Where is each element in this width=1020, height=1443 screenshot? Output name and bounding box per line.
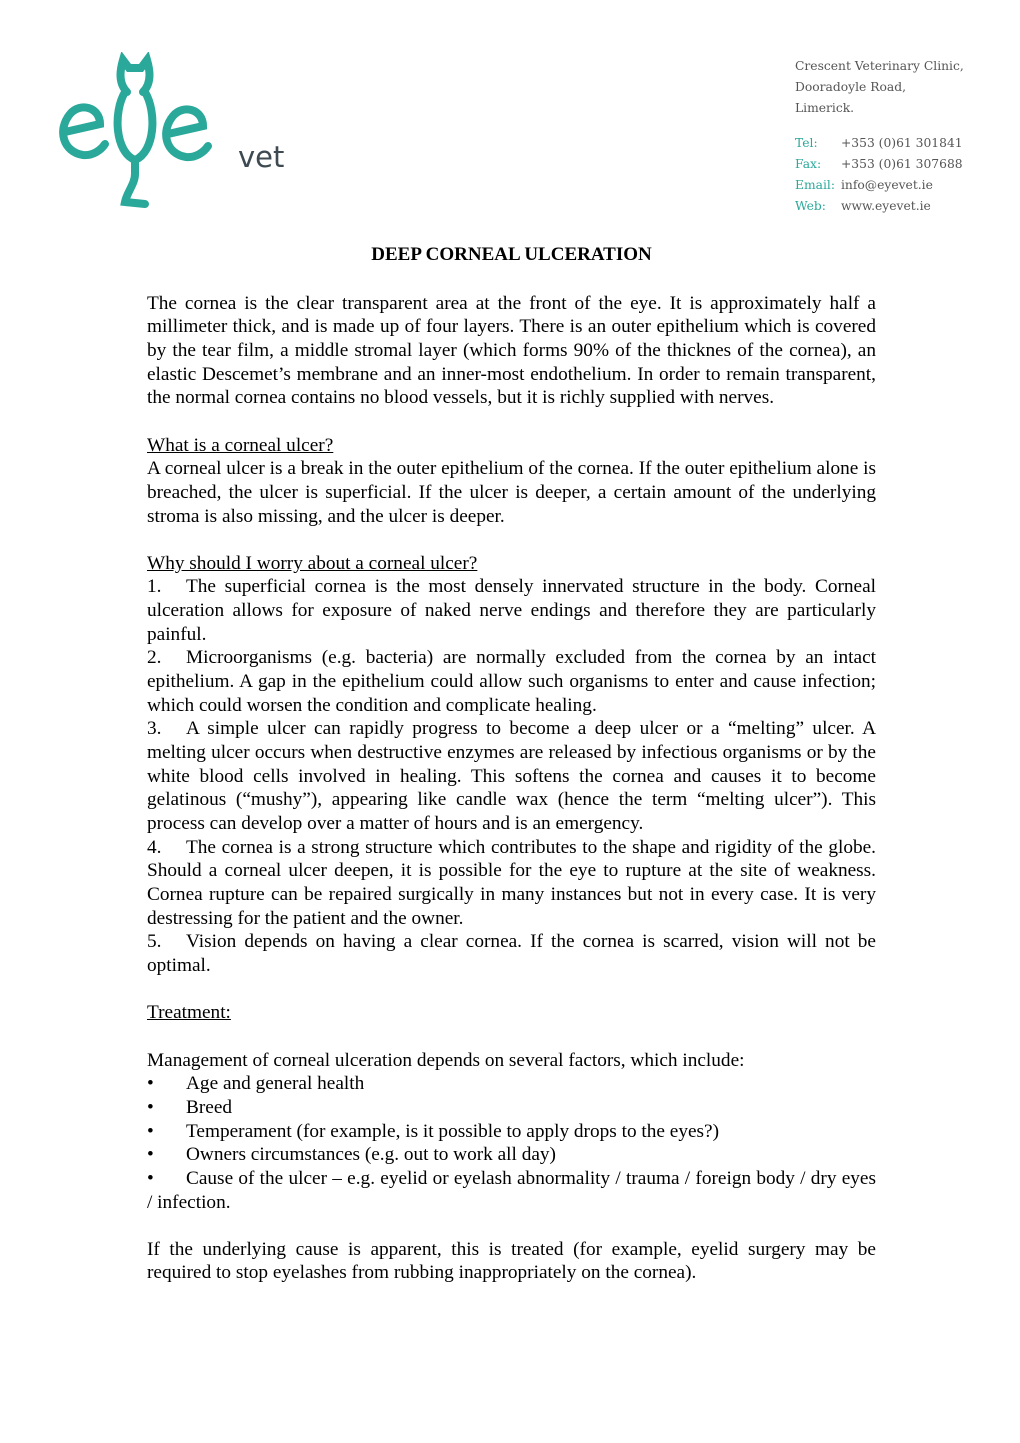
contact-label: Email:: [795, 178, 835, 192]
numbered-item: [147, 575, 876, 646]
document-body: [147, 242, 876, 1285]
item-number: 3.: [147, 718, 162, 740]
item-text: Microorganisms (e.g. bacteria) are normally excluded from the cornea by an intact epithelium. A gap in the epithelium could allow such organisms to enter and cause infection; which could worsen the condition and complicate healing.: [147, 647, 876, 716]
contact-fax: [795, 154, 964, 175]
item-text: Temperament (for example, is it possible to apply drops to the eyes?): [186, 1120, 720, 1142]
bullet-item: [147, 1167, 876, 1214]
numbered-item: [147, 836, 876, 931]
item-text: The cornea is a strong structure which contributes to the shape and rigidity of the globe. Should a corneal ulcer deepen, it is possible for the eye to rupture at the site of weakness. Cornea rupture can be repaired surgically in many instances but not in every case. It is very destressing for the patient and the owner.: [147, 836, 876, 929]
section-heading: What is a corneal ulcer?: [147, 434, 334, 456]
bullet-icon: •: [147, 1073, 154, 1095]
contact-value: +353 (0)61 301841: [841, 136, 963, 150]
cat-logo-icon: [55, 52, 270, 212]
item-number: 4.: [147, 836, 162, 858]
item-number: 5.: [147, 931, 162, 953]
contact-label: Web:: [795, 199, 826, 213]
intro-paragraph: The cornea is the clear transparent area at the front of the eye. It is approximately half a millimeter thick, and is made up of four layers. There is an outer epithelium which is covered by the tear film, a middle stromal layer (which forms 90% of the thicknes of the cornea), an elastic Descemet’s membrane and an inner-most endothelium. In order to remain transparent, the normal cornea contains no blood vessels, but it is richly supplied with nerves.: [147, 292, 876, 409]
contact-value[interactable]: www.eyevet.ie: [841, 199, 931, 213]
bullet-icon: •: [147, 1144, 154, 1166]
item-text: Age and general health: [186, 1073, 365, 1095]
bullet-item: [147, 1143, 876, 1167]
address-line: Crescent Veterinary Clinic,: [795, 59, 964, 73]
item-text: Cause of the ulcer – e.g. eyelid or eyelash abnormality / trauma / foreign body / dry eyes / infection.: [147, 1167, 876, 1213]
bullet-item: [147, 1120, 876, 1144]
item-text: Vision depends on having a clear cornea. If the cornea is scarred, vision will not be optimal.: [147, 931, 876, 976]
section-heading: Why should I worry about a corneal ulcer?: [147, 552, 478, 574]
contact-web: [795, 196, 964, 217]
numbered-item: [147, 717, 876, 835]
item-number: 1.: [147, 576, 162, 598]
contact-label: Tel:: [795, 136, 818, 150]
bullet-item: [147, 1072, 876, 1096]
eyevet-logo: [55, 52, 285, 212]
address-line: Dooradoyle Road,: [795, 80, 906, 94]
bullet-item: [147, 1096, 876, 1120]
item-text: Breed: [186, 1096, 233, 1118]
item-number: 2.: [147, 647, 162, 669]
item-text: Owners circumstances (e.g. out to work all day): [186, 1144, 556, 1166]
paragraph: Management of corneal ulceration depends on several factors, which include:: [147, 1049, 745, 1071]
item-text: A simple ulcer can rapidly progress to become a deep ulcer or a “melting” ulcer. A melting ulcer occurs when destructive enzymes are released by infectious organisms or by the white blood cells involved in healing. This softens the cornea and causes it to become gelatinous (“mushy”), appearing like candle wax (hence the term “melting ulcer”). This process can develop over a matter of hours and is an emergency.: [147, 718, 876, 835]
numbered-item: [147, 930, 876, 977]
contact-block: [795, 56, 964, 217]
contact-label: Fax:: [795, 157, 822, 171]
closing-paragraph: If the underlying cause is apparent, this is treated (for example, eyelid surgery may be required to stop eyelashes from rubbing inappropriately on the cornea).: [147, 1238, 876, 1284]
document-title: DEEP CORNEAL ULCERATION: [371, 244, 652, 265]
logo-vet-text: vet: [238, 140, 285, 174]
contact-value: +353 (0)61 307688: [841, 157, 963, 171]
bullet-icon: •: [147, 1167, 154, 1189]
bullet-icon: •: [147, 1120, 154, 1142]
bullet-icon: •: [147, 1096, 154, 1118]
numbered-item: [147, 646, 876, 717]
contact-email: [795, 175, 964, 196]
contact-tel: [795, 133, 964, 154]
paragraph: A corneal ulcer is a break in the outer epithelium of the cornea. If the outer epithelium alone is breached, the ulcer is superficial. If the ulcer is deeper, a certain amount of the underlying stroma is also missing, and the ulcer is deeper.: [147, 458, 876, 527]
address-line: Limerick.: [795, 101, 855, 115]
contact-value[interactable]: info@eyevet.ie: [841, 178, 933, 192]
section-heading: Treatment:: [147, 1002, 231, 1024]
item-text: The superficial cornea is the most densely innervated structure in the body. Corneal ulceration allows for exposure of naked nerve endings and therefore they are particularly painful.: [147, 576, 876, 645]
